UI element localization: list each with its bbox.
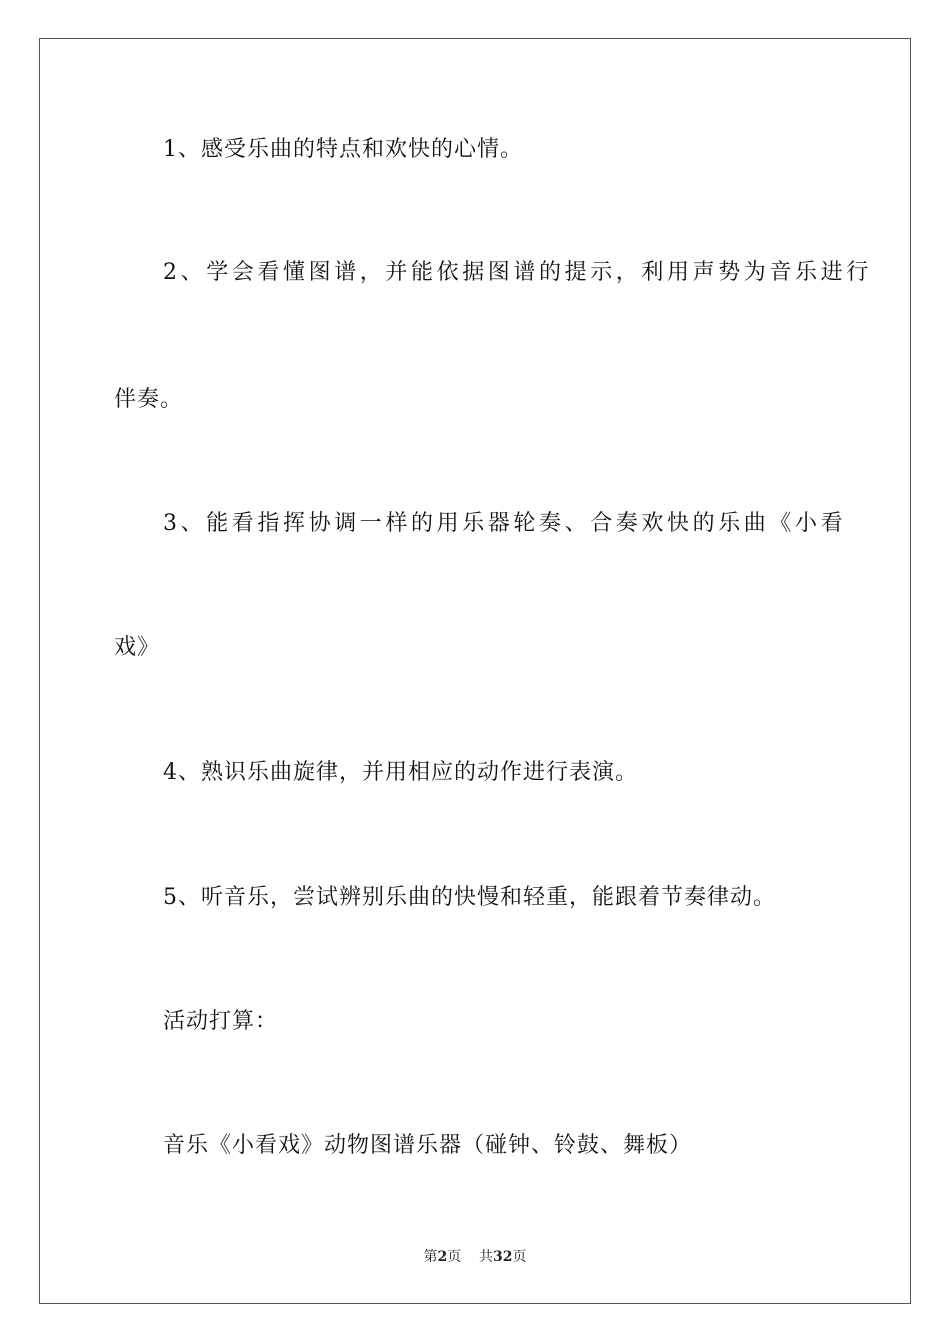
total-pages: 32 xyxy=(493,1249,513,1265)
objective-3-line-1: 3、能看指挥协调一样的用乐器轮奏、合奏欢快的乐曲《小看 xyxy=(163,511,847,536)
total-suffix: 页 xyxy=(512,1249,527,1265)
total-prefix: 共 xyxy=(479,1249,494,1265)
page-footer xyxy=(0,1247,950,1267)
page-number: 2 xyxy=(437,1249,448,1265)
preparation-materials: 音乐《小看戏》动物图谱乐器（碰钟、铃鼓、舞板） xyxy=(163,1133,693,1158)
objective-2-line-2: 伴奏。 xyxy=(114,387,184,412)
objective-2-line-1: 2、学会看懂图谱，并能依据图谱的提示，利用声势为音乐进行 xyxy=(163,260,872,285)
page-suffix: 页 xyxy=(447,1249,462,1265)
page-border xyxy=(39,38,911,1304)
page-prefix: 第 xyxy=(423,1249,438,1265)
objective-3-line-2: 戏》 xyxy=(114,635,161,660)
objective-4: 4、熟识乐曲旋律，并用相应的动作进行表演。 xyxy=(163,760,638,785)
objective-1: 1、感受乐曲的特点和欢快的心情。 xyxy=(163,137,523,162)
section-heading-preparation: 活动打算： xyxy=(163,1009,279,1034)
objective-5: 5、听音乐，尝试辨别乐曲的快慢和轻重，能跟着节奏律动。 xyxy=(163,885,776,910)
